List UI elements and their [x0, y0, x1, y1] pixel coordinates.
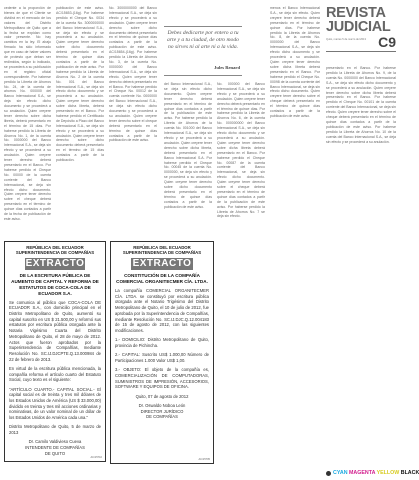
- notice-signature-office: DE COMPAÑÍAS: [146, 414, 178, 420]
- cmyk-cyan-label: CYAN: [333, 470, 348, 476]
- registration-dot-icon: [326, 471, 331, 476]
- cmyk-registration-bar: [326, 470, 419, 477]
- notice-banner: EXTRACTO: [132, 258, 192, 270]
- masthead-rule: [326, 51, 396, 52]
- column-text: presentarlo en el Banco. Por haberse perdido la Libreta de Ahorros No. 9, de la cuenta No. 0000000 del Banco Internacional S.A., se deja sin efecto dicho documento y se procederá a su anulación. Quien creyere tener derecho sobre dicha libreta deberá presentarlo en el Banco. Por haberse perdido el Cheque No. 00101 de la cuenta corriente del Banco Internacional, se deja sin efecto. Quien creyere tener derecho sobre el cheque deberá presentarlo en el término de quince días contados a partir de la publicación de este aviso. Por haberse perdido la Libreta de Ahorros No. 10 de la cuenta del Banco Internacional S.A., se deja sin efecto y se procederá a su anulación.: [326, 66, 396, 144]
- notice-signature-title: INTENDENTE DE COMPAÑÍAS: [25, 445, 85, 451]
- masthead-title-line2: JUDICIAL: [326, 19, 391, 35]
- notice-signature-name: Dr. Oswaldo Noboa León: [138, 402, 186, 408]
- column-text: del Banco Internacional S.A., se deja sin efecto dicho documento. Quien creyere tener derecho deberá presentarlo en el término de quince días contados a partir de la publicación de este aviso. Por haberse perdido la Libreta de Ahorros de la cuenta No. 001000 del Banco Internacional S.A., se deja sin efecto y se procederá a su anulación. Quien creyere tener derecho sobre dicha libreta, deberá presentarlo en el Banco Internacional S.A. Por haberse perdido el Cheque No. 00045 de la cuenta No. 0000000, se deja sin efecto y se procederá a su anulación. Quien creyere tener derecho sobre dicho documento deberá presentarlo en el término de quince días contados a partir de la publicación de este aviso.: [164, 82, 212, 209]
- pull-quote: [164, 26, 242, 76]
- section-masthead: [326, 6, 396, 62]
- notice-paragraph: En virtud de la escritura pública mencionada, la compañía reforma el artículo cuarto del Estatuto Social, cuyo texto es el siguiente:: [9, 365, 101, 383]
- cmyk-magenta-label: MAGENTA: [349, 470, 376, 476]
- notice-issuer: REPÚBLICA DEL ECUADOR SUPERINTENDENCIA DE COMPAÑÍAS: [15, 245, 95, 256]
- notice-paragraph: 1.- DOMICILIO: Distrito Metropolitano de Quito, provincia de Pichincha.: [115, 337, 209, 348]
- notice-signature-name: Dr. Camilo Valdivieso Cueva: [28, 439, 82, 445]
- notice-paragraph: 2.- CAPITAL: Suscrito US$ 1.000,00 Número de Participaciones 1.000 Valor US$ 1,00.: [115, 352, 209, 363]
- notice-code: AC/15705: [198, 458, 210, 461]
- masthead-dateline: Quito, martes 5 de marzo del 2013: [326, 38, 366, 41]
- notice-banner: EXTRACTO: [25, 258, 85, 270]
- text-column-2: [56, 6, 104, 231]
- notice-code: AC/15710: [90, 456, 102, 459]
- cmyk-black-label: BLACK: [400, 470, 419, 476]
- page-number: C9: [378, 34, 396, 50]
- text-column-6: [270, 6, 320, 464]
- text-column-3: [109, 6, 157, 231]
- notice-paragraph: La compañía COMERCIAL ORGANITECMER CÍA. LTDA. se constituyó por escritura pública otorgada ante el Notario Trigésimo del Distrito Metropolitano de Quito, el 10 de julio de 2012, fue aprobada por la Superintendencia de Compañías, mediante Resolución No. SC.IJ.DJC.Q.12.004183 de 15 de agosto de 2012, con las siguientes modificaciones.: [115, 288, 209, 333]
- masthead-title-line1: REVISTA: [326, 5, 386, 21]
- column-text: menos el Banco Internacional S.A., se deja sin efecto. Quien creyere tener derecho deberá presentarlo en el término de quince días. Por haberse perdido la Libreta de Ahorros No. 8, de la cuenta No. 0000000 del Banco Internacional S.A., se deja sin efecto dicho documento y se procederá a su anulación. Quien creyere tener derecho sobre dicha libreta deberá presentarlo en el Banco. Por haberse perdido el Cheque No. 00098 de la cuenta corriente del Banco Internacional, se deja sin efecto dicho documento. Quien creyere tener derecho sobre el cheque deberá presentarlo en el término de quince días contados a partir de la publicación de este aviso.: [270, 6, 321, 118]
- notice-paragraph: Se comunica al público que COCA-COLA DE ECUADOR S.A., con domicilio principal en el Distrito Metropolitano de Quito, aumentó su capital suscrito en US $ 21.500,00 y reformó sus estatutos por escritura pública otorgada ante la Notaria Vigésimo Cuarta del Distrito Metropolitano de Quito, el 28 de mayo de 2012. Actos que fueron aprobados por la Superintendencia de Compañías, mediante Resolución No. SC.IJ.DJCPTE.Q.13.000984 de 22 de febrero de 2013.: [9, 299, 101, 362]
- legal-notice-organitecmer: [110, 241, 214, 464]
- text-column-1: [4, 6, 51, 231]
- notice-dateline: Distrito Metropolitano de Quito, 5 de marzo de 2013: [9, 424, 101, 436]
- notice-dateline: Quito, 07 de agosto de 2012: [135, 393, 189, 399]
- notice-body: [5, 297, 105, 436]
- pull-quote-text: Debes dedicarte por entero a tu arte y a tu ciudad, de otro modo no sirves ni al arte ni a la vida.: [167, 30, 239, 50]
- cmyk-labels: [333, 470, 419, 476]
- notice-heading: CONSTITUCIÓN DE LA COMPAÑÍA COMERCIAL ORGANITECMER CÍA. LTDA.: [116, 273, 208, 285]
- notice-signature-title: DIRECTOR JURÍDICO: [140, 408, 184, 414]
- notice-paragraph: "ARTÍCULO CUARTO.- CAPITAL SOCIAL.- El capital social es de treinta y tres mil dólares de los Estados Unidos de América (US $ 33.000,00) dividido en treinta y tres mil acciones ordinarias y nominativas, de un valor nominal de un dólar de los Estados Unidos de América cada una.": [9, 386, 101, 421]
- notice-heading: DE LA ESCRITURA PÚBLICA DE AUMENTO DE CAPITAL Y REFORMA DE ESTATUTOS DE COCA-COLA DE ECUADOR S.A.: [11, 273, 99, 296]
- cmyk-yellow-label: YELLOW: [376, 470, 400, 476]
- column-text: No. 3000000000 del Banco Internacional S.A., se deja sin efecto y se procederá a su anulación. Quien creyere tener derecho sobre dicho documento deberá presentarlo en el término de quince días contados a partir de la publicación de este aviso. AC/15654-(16g). Por haberse perdido la Libreta de Ahorros No. 3, de la cuenta No. 0000000 del Banco Internacional S.A., se deja sin efecto. Quien creyere tener derecho deberá presentarlo en el Banco. Por haberse perdido el Cheque No. 00012 de la cuenta corriente No. 0000000 del Banco Internacional S.A., se deja sin efecto dicho documento y se procederá a su anulación. Quien creyere tener derecho sobre el cheque deberá presentarlo en el término de quince días contados a partir de la publicación de este aviso.: [109, 6, 157, 143]
- notice-issuer: REPÚBLICA DEL ECUADOR SUPERINTENDENCIA DE COMPAÑÍAS: [122, 245, 202, 256]
- pull-quote-author: Jules Renard: [214, 65, 240, 71]
- notice-signature-office: DE QUITO: [44, 450, 66, 456]
- text-column-5: [217, 82, 265, 464]
- legal-notice-coca-cola: [4, 241, 106, 462]
- column-text: cedente a la proporción de bienes de que el Cliente se dividirá en el mercado de los valores del Distrito Metropolitano de Quito que a la fecha se expidan como valor presente. No hay cambios en la ley. El abajo firmado ha sido informado que en caso de haber valores de protesto que deban ser redimidos, según lo indicado, se procederá a su publicación en el registro oficial correspondiente. Por haberse perdido la Libreta de Ahorros No. 24, de la cuenta de ahorros No. 000000 del Banco Internacional S.A., se deja sin efecto dicho documento y se procederá a su anulación. Quien creyere tener derecho sobre dicha libreta, deberá presentarlo en el término de 15 días. Por haberse perdido la Libreta de Ahorros No. 1, de la cuenta No. 0000000 del Banco Internacional S.A., se deja sin efecto y se procederá a su anulación. Quien creyere tener derecho deberá presentarlo en el Banco. Por haberse perdido el Cheque No. 00000 de la cuenta corriente del Banco Internacional, se deja sin efecto dicho documento. Quien creyere tener derecho sobre el cheque deberá presentarlo en el término de quince días contados a partir de la fecha de publicación de este aviso.: [4, 6, 51, 221]
- column-text: No. 000000 del Banco Internacional S.A., se deja sin efecto y se procederá a su anulación. Quien creyere tener derecho deberá presentarlo en el término de quince días. Por haberse perdido la Libreta de Ahorros No. 6, de la cuenta No. 000000000 del Banco Internacional S.A., se deja sin efecto dicho documento y se procederá a su anulación. Quien creyere tener derecho sobre dicha libreta deberá presentarlo en el Banco. Por haberse perdido el Cheque No. 00087 de la cuenta corriente del Banco Internacional, se deja sin efecto dicho documento. Quien creyere tener derecho sobre el cheque deberá presentarlo en el término de quince días contados a partir de la publicación de este aviso. Por haberse perdido la Libreta de Ahorros No. 7 se deja sin efecto.: [217, 82, 265, 219]
- notice-paragraph: 3.- OBJETO: El objeto de la compañía es, COMERCIALIZACIÓN DE COMPUTADORAS, SUMINISTROS DE IMPRESIÓN, ACCESORIOS, SOFTWARE Y EQUIPOS DE OFICINA.: [115, 367, 209, 390]
- column-text: publicación de este aviso. AC/15653-(16g). Por haberse perdido el Cheque No. 0034 de la cuenta No. 3000000000 del Banco Internacional S.A., se deja sin efecto y se procederá a su anulación. Quien creyere tener derecho sobre dicho documento deberá presentarlo en el término de quince días contados a partir de la publicación de este aviso. Por haberse perdido la Libreta de Ahorros No. 2 de la cuenta No. 001 del Banco Internacional S.A., se deja sin efecto dicho documento y se procederá a su anulación. Quien creyere tener derecho sobre dicha libreta, deberá presentarlo en el Banco. Por haberse perdido el Certificado de Depósito a Plazo del Banco Internacional S.A., se deja sin efecto y se procederá a su anulación. Quien creyere tener derecho sobre dicho documento deberá presentarlo en el término de 15 días contados a partir de la publicación.: [56, 6, 104, 163]
- notice-body: [111, 285, 213, 399]
- text-column-7: [326, 66, 396, 464]
